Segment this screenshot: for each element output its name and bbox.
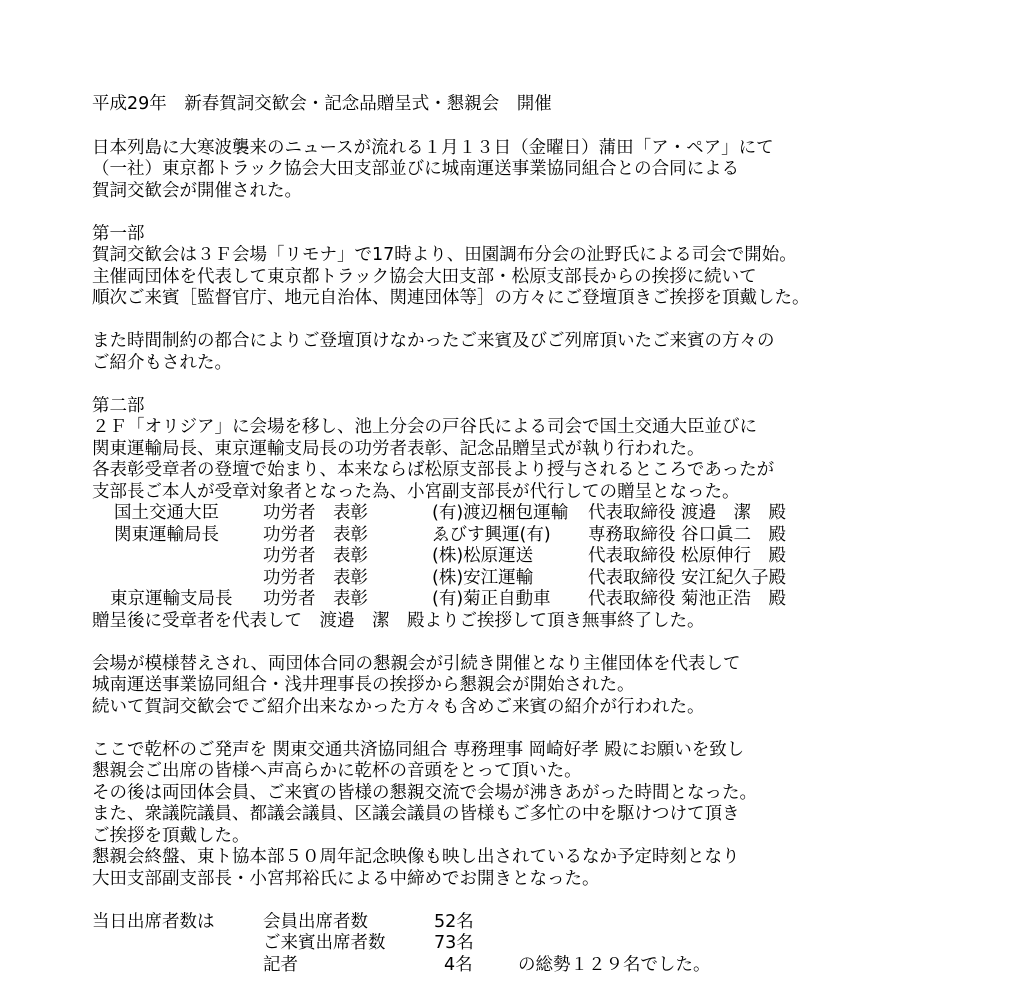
attendance-label: 当日出席者数は bbox=[92, 912, 215, 932]
award-category: 功労者 表彰 bbox=[263, 589, 368, 609]
award-company: ゑびす興運(有) bbox=[432, 525, 551, 545]
attendance-count: 52名 bbox=[434, 912, 474, 932]
intro-line: 賀詞交歓会が開催された。 bbox=[92, 181, 302, 201]
part3-line: 懇親会終盤、東ト協本部５０周年記念映像も映し出されているなか予定時刻となり bbox=[92, 847, 740, 867]
award-company: (株)安江運輸 bbox=[432, 568, 534, 588]
part3-line: 会場が模様替えされ、両団体合同の懇親会が引続き開催となり主催団体を代表して bbox=[92, 654, 741, 674]
attendance-name: 会員出席者数 bbox=[263, 912, 368, 932]
award-authority: 東京運輸支局長 bbox=[110, 589, 233, 609]
attendance-total: の総勢１２９名でした。 bbox=[518, 955, 711, 975]
part2-line: 関東運輸局長、東京運輸支局長の功労者表彰、記念品贈呈式が執り行われた。 bbox=[92, 439, 705, 459]
part3-line: 城南運送事業協同組合・浅井理事長の挨拶から懇親会が開始された。 bbox=[92, 675, 635, 695]
part3-line: ここで乾杯のご発声を 関東交通共済協同組合 専務理事 岡崎好孝 殿にお願いを致し bbox=[92, 740, 745, 760]
award-authority: 関東運輸局長 bbox=[114, 525, 219, 545]
attendance-name: ご来賓出席者数 bbox=[263, 933, 386, 953]
award-person: 代表取締役 渡邉 潔 殿 bbox=[588, 503, 787, 523]
award-person: 代表取締役 松原伸行 殿 bbox=[588, 546, 787, 566]
part3-line: 続いて賀詞交歓会でご紹介出来なかった方々も含めご来賓の紹介が行われた。 bbox=[92, 697, 705, 717]
part3-line: また、衆議院議員、都議会議員、区議会議員の皆様もご多忙の中を駆けつけて頂き bbox=[92, 804, 740, 824]
part2-line: 各表彰受章者の登壇で始まり、本来ならば松原支部長より授与されるところであったが bbox=[92, 460, 775, 480]
award-person: 代表取締役 菊池正浩 殿 bbox=[588, 589, 787, 609]
part2-heading: 第二部 bbox=[92, 396, 145, 416]
award-person: 代表取締役 安江紀久子殿 bbox=[588, 568, 787, 588]
part1-line: 主催両団体を代表して東京都トラック協会大田支部・松原支部長からの挨拶に続いて bbox=[92, 267, 757, 287]
award-category: 功労者 表彰 bbox=[263, 568, 368, 588]
part2-line: ２Ｆ「オリジア」に会場を移し、池上分会の戸谷氏による司会で国土交通大臣並びに bbox=[92, 417, 757, 437]
part1-line: 順次ご来賓［監督官庁、地元自治体、関連団体等］の方々にご登壇頂きご挨拶を頂戴した。 bbox=[92, 288, 810, 308]
attendance-count: 73名 bbox=[434, 933, 474, 953]
part1-line: ご紹介もされた。 bbox=[92, 353, 232, 373]
part3-line: ご挨拶を頂戴した。 bbox=[92, 826, 250, 846]
part1-line: 賀詞交歓会は３Ｆ会場「リモナ」で17時より、田園調布分会の沚野氏による司会で開始。 bbox=[92, 245, 797, 265]
award-company: (有)渡辺梱包運輸 bbox=[432, 503, 569, 523]
award-company: (株)松原運送 bbox=[432, 546, 534, 566]
part1-heading: 第一部 bbox=[92, 224, 145, 244]
document-title: 平成29年 新春賀詞交歓会・記念品贈呈式・懇親会 開催 bbox=[92, 94, 552, 114]
part3-line: その後は両団体会員、ご来賓の皆様の懇親交流で会場が沸きあがった時間となった。 bbox=[92, 783, 757, 803]
award-person: 専務取締役 谷口眞二 殿 bbox=[588, 525, 787, 545]
award-category: 功労者 表彰 bbox=[263, 503, 368, 523]
part2-line: 支部長ご本人が受章対象者となった為、小宮副支部長が代行しての贈呈となった。 bbox=[92, 482, 740, 502]
award-authority: 国土交通大臣 bbox=[114, 503, 219, 523]
attendance-count: 4名 bbox=[444, 955, 473, 975]
intro-line: 日本列島に大寒波襲来のニュースが流れる１月１３日（金曜日）蒲田「ア・ペア」にて bbox=[92, 138, 774, 158]
part2-closing: 贈呈後に受章者を代表して 渡邉 潔 殿よりご挨拶して頂き無事終了した。 bbox=[92, 611, 705, 631]
part3-line: 懇親会ご出席の皆様へ声高らかに乾杯の音頭をとって頂いた。 bbox=[92, 761, 582, 781]
part1-line: また時間制約の都合によりご登壇頂けなかったご来賓及びご列席頂いたご来賓の方々の bbox=[92, 331, 775, 351]
award-company: (有)菊正自動車 bbox=[432, 589, 551, 609]
award-category: 功労者 表彰 bbox=[263, 546, 368, 566]
attendance-name: 記者 bbox=[263, 955, 298, 975]
award-category: 功労者 表彰 bbox=[263, 525, 368, 545]
intro-line: （一社）東京都トラック協会大田支部並びに城南運送事業協同組合との合同による bbox=[92, 159, 740, 179]
part3-line: 大田支部副支部長・小宮邦裕氏による中締めでお開きとなった。 bbox=[92, 869, 600, 889]
